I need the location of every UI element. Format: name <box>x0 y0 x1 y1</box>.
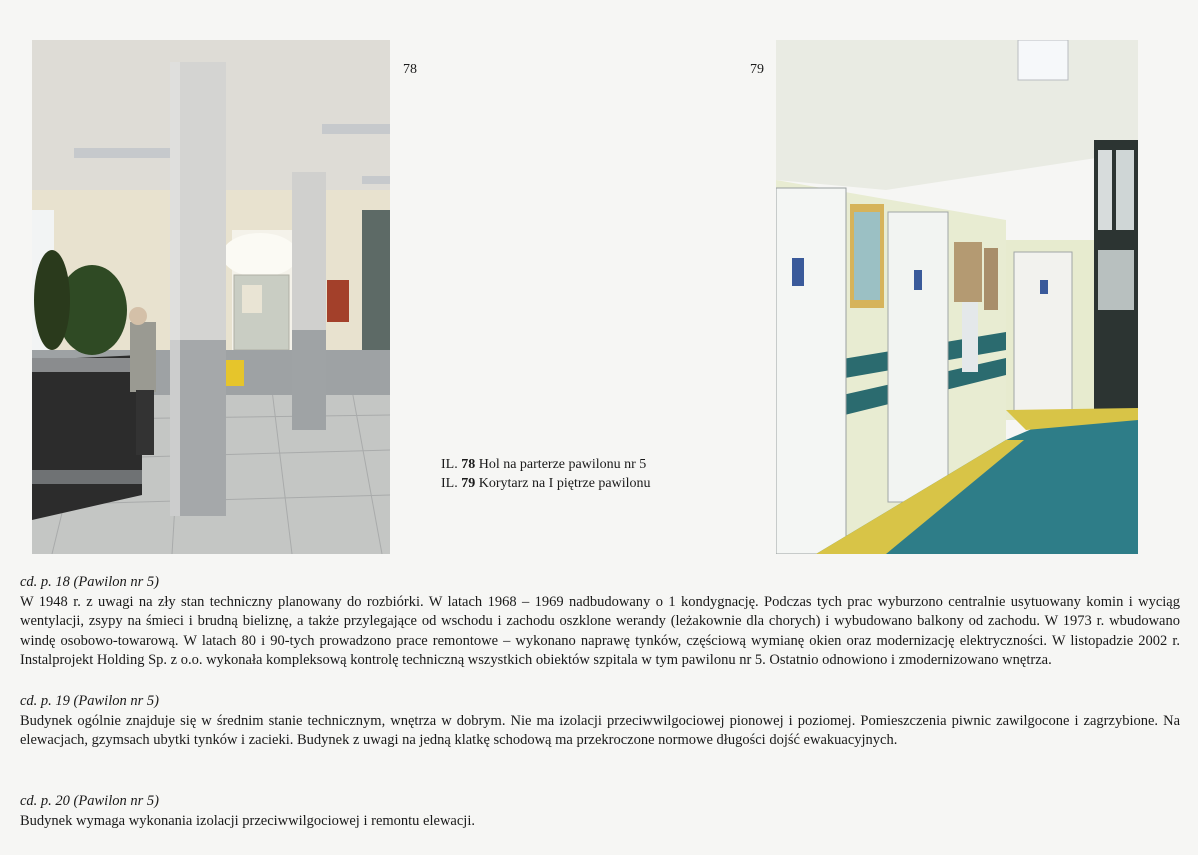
corridor-photo <box>776 40 1138 554</box>
section-p19 <box>20 692 1180 751</box>
caption-79 <box>441 474 651 493</box>
photo-captions <box>441 455 651 493</box>
photo-number-79: 79 <box>750 62 764 77</box>
caption-78-number: 78 <box>461 457 476 472</box>
caption-78 <box>441 455 651 474</box>
section-p18-reference: cd. p. 18 (Pawilon nr 5) <box>20 574 159 590</box>
caption-78-text: Hol na parterze pawilonu nr 5 <box>478 457 647 472</box>
section-p20 <box>20 792 1180 831</box>
caption-79-prefix: IL. <box>441 476 458 491</box>
section-p18 <box>20 573 1180 671</box>
caption-78-prefix: IL. <box>441 457 458 472</box>
section-p19-reference: cd. p. 19 (Pawilon nr 5) <box>20 693 159 709</box>
hall-photo <box>32 40 390 554</box>
photo-number-78: 78 <box>403 62 417 77</box>
section-p20-reference: cd. p. 20 (Pawilon nr 5) <box>20 793 159 809</box>
section-p20-text: Budynek wymaga wykonania izolacji przeciwwilgociowej i remontu elewacji. <box>20 812 475 829</box>
section-p18-text: W 1948 r. z uwagi na zły stan techniczny planowany do rozbiórki. W latach 1968 – 1969 nadbudowany o 1 kondygnację. Podczas tych prac wyburzono centralnie usytuowany komin i wyciąg wentylacji, zsypy na śmieci i brudną bieliznę, a także przylegające od wschodu i zachodu oszklone werandy (leżakownie dla chorych) i wybudowano balkony od zachodu. W 1973 r. wbudowano windę osobowo-towarową. W latach 80 i 90-tych prowadzono prace remontowe – wykonano naprawę tynków, częściową wymianę okien oraz modernizację elektryczności. W listopadzie 2002 r. Instalprojekt Holding Sp. z o.o. wykonała kompleksową kontrolę techniczną wszystkich obiektów szpitala w tym pawilonu nr 5. Ostatnio odnowiono i zmodernizowano wnętrza. <box>20 593 1180 669</box>
caption-79-text: Korytarz na I piętrze pawilonu <box>478 476 651 491</box>
caption-79-number: 79 <box>461 476 476 491</box>
section-p19-text: Budynek ogólnie znajduje się w średnim stanie technicznym, wnętrza w dobrym. Nie ma izolacji przeciwwilgociowej pionowej i poziomej. Pomieszczenia piwnic zawilgocone i zagrzybione. Na elewacjach, gzymsach ubytki tynków i zacieki. Budynek z uwagi na jedną klatkę schodową ma przekroczone normowe długości dojść ewakuacyjnych. <box>20 712 1180 749</box>
